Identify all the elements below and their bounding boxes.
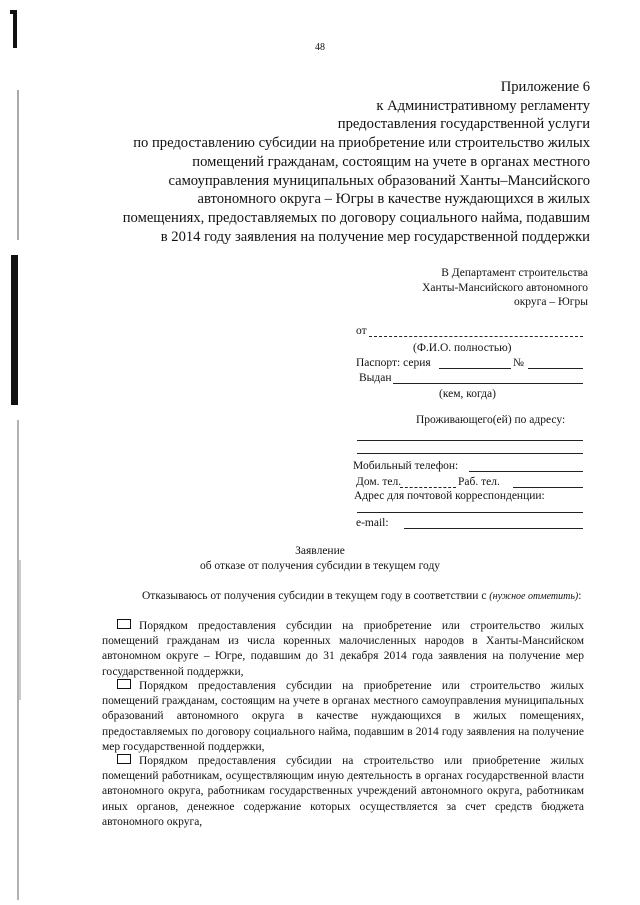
mobile-label: Мобильный телефон: <box>353 460 459 472</box>
appendix-line: помещений гражданам, состоящим на учете в органах местного <box>192 153 590 170</box>
intro-text: Отказываюсь от получения субсидии в текущем году в соответствии с <box>142 590 487 602</box>
issued-label: Выдан <box>359 372 392 384</box>
appendix-line: автономного округа – Югры в качестве нуждающихся в жилых <box>197 191 590 208</box>
passport-number-label: № <box>513 357 524 369</box>
home-phone-label: Дом. тел. <box>356 476 402 488</box>
option-checkbox-1[interactable] <box>117 619 131 629</box>
option-text-3: Порядком предоставления субсидии на строительство или приобретение жилых помещений работникам, осуществляющим иную деятельность в органах государственной власти автономного округа, работникам государственных учреждений автономного округа, работникам иных органов, денежное содержание которых осуществляется за счет средств бюджета автономного округа, <box>102 755 584 828</box>
scan-edge-marks <box>3 0 21 905</box>
intro-end: : <box>578 590 582 602</box>
from-label: от <box>356 325 367 337</box>
option-checkbox-2[interactable] <box>117 679 131 689</box>
issued-hint: (кем, когда) <box>439 388 496 400</box>
issued-field[interactable] <box>393 383 583 384</box>
addressee-line: Ханты-Мансийского автономного <box>422 281 588 294</box>
intro-note: (нужное отметить) <box>489 591 579 602</box>
appendix-line: самоуправления муниципальных образований Ханты–Мансийского <box>168 172 590 189</box>
address-field-1[interactable] <box>357 440 583 441</box>
statement-title: Заявление <box>295 545 345 557</box>
option-paragraph-1 <box>102 619 584 680</box>
addressee <box>328 266 588 310</box>
work-phone-label: Раб. тел. <box>458 476 500 488</box>
appendix-line: к Административному регламенту <box>376 97 590 114</box>
appendix-line: по предоставлению субсидии на приобретение или строительство жилых <box>133 135 590 152</box>
statement-subtitle: об отказе от получения субсидии в текущем году <box>199 560 441 572</box>
passport-number-field[interactable] <box>528 368 583 369</box>
option-text-2: Порядком предоставления субсидии на приобретение или строительство жилых помещений гражданам, состоящим на учете в органах местного самоуправления муниципальных образований автономного округа в качестве нуждающихся в жилых помещениях, предоставляемых по договору социального найма, подавшим в 2014 году заявления на получение мер государственной поддержки, <box>102 680 584 753</box>
option-checkbox-3[interactable] <box>117 754 131 764</box>
addressee-line: округа – Югры <box>513 296 588 308</box>
option-paragraph-2 <box>102 679 584 755</box>
passport-series-field[interactable] <box>439 368 511 369</box>
appendix-line: предоставления государственной услуги <box>337 116 590 133</box>
appendix-header <box>70 78 590 246</box>
work-phone-field[interactable] <box>513 487 583 488</box>
postal-address-field[interactable] <box>357 512 583 513</box>
appendix-line: Приложение 6 <box>500 79 590 95</box>
page-number: 48 <box>315 42 325 53</box>
postal-address-label: Адрес для почтовой корреспонденции: <box>354 490 545 502</box>
intro-paragraph <box>102 589 584 604</box>
email-field[interactable] <box>404 528 583 529</box>
appendix-line: в 2014 году заявления на получение мер государственной поддержки <box>160 228 590 245</box>
address-field-2[interactable] <box>357 453 583 454</box>
addressee-line: В Департамент строительства <box>441 267 588 279</box>
email-label: e-mail: <box>356 517 389 529</box>
residence-label: Проживающего(ей) по адресу: <box>416 414 566 426</box>
home-phone-field[interactable] <box>400 487 456 488</box>
passport-label: Паспорт: серия <box>356 357 431 369</box>
appendix-line: помещениях, предоставляемых по договору социального найма, подавшим <box>122 209 590 226</box>
from-field[interactable] <box>369 336 583 337</box>
option-text-1: Порядком предоставления субсидии на приобретение или строительство жилых помещений гражданам из числа коренных малочисленных народов в Ханты-Мансийском автономном округе – Югре, подавшим до 31 декабря 2014 года заявления на получение мер государственной поддержки, <box>102 620 584 678</box>
mobile-field[interactable] <box>469 471 583 472</box>
option-paragraph-3 <box>102 754 584 830</box>
from-hint: (Ф.И.О. полностью) <box>413 342 512 354</box>
